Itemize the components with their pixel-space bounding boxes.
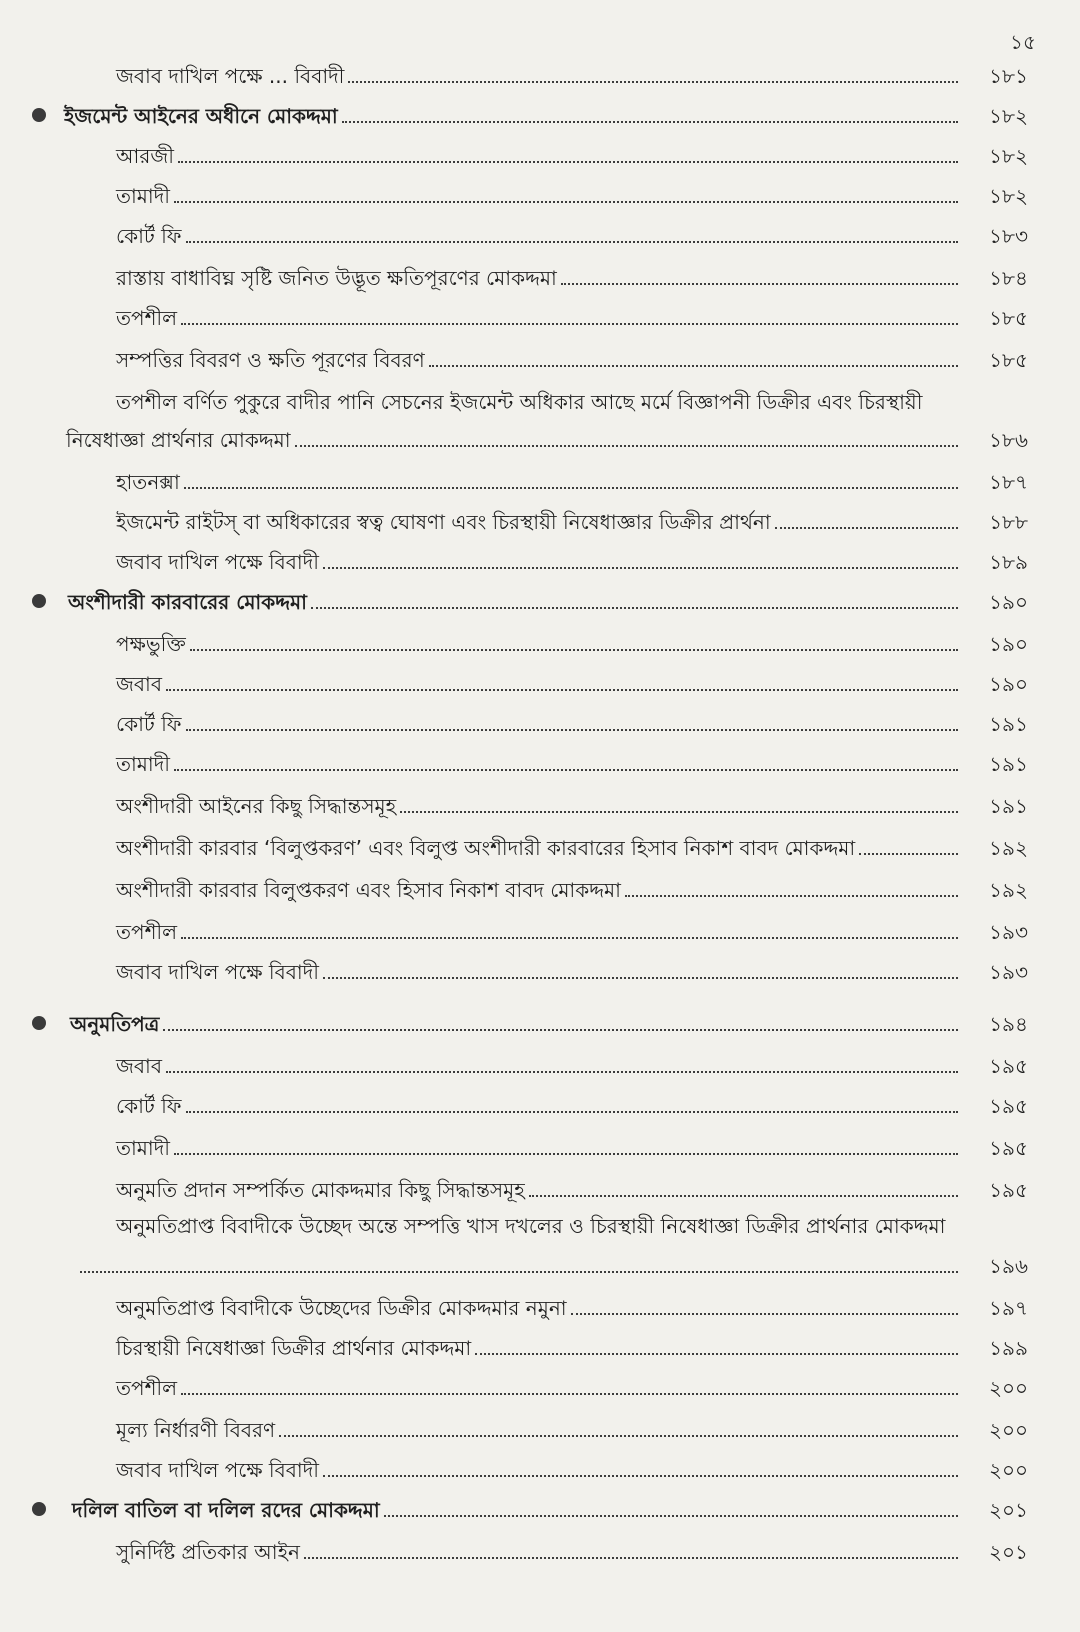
dot-leader: [174, 769, 958, 771]
toc-entry-page: ১৯১: [989, 794, 1028, 818]
toc-entry-page: ১৯৩: [989, 920, 1028, 944]
toc-entry-page: ১৮৪: [989, 266, 1028, 290]
dot-leader: [859, 853, 958, 855]
toc-entry-page: ১৮৫: [989, 348, 1028, 372]
toc-entry-page: ১৯৫: [989, 1054, 1028, 1078]
toc-entry-title: অংশীদারী কারবার বিলুপ্তকরণ এবং হিসাব নিকাশ বাবদ মোকদ্দমা: [116, 878, 621, 902]
toc-entry-page: ১৯০: [989, 672, 1028, 696]
toc-section: [0, 1008, 1080, 1036]
toc-entry: [0, 1414, 1080, 1442]
toc-entry-page: ১৮৮: [989, 510, 1028, 534]
dot-leader: [429, 365, 958, 367]
toc-entry-title: রাস্তায় বাধাবিঘ্ন সৃষ্টি জনিত উদ্ভূত ক্ষতিপূরণের মোকদ্দমা: [116, 266, 557, 290]
toc-section: [0, 586, 1080, 614]
dot-leader: [186, 1111, 959, 1113]
toc-entry-title: তামাদী: [116, 1136, 170, 1160]
dot-leader: [295, 445, 958, 447]
toc-entry-title: তপশীল: [116, 306, 178, 330]
toc-entry: [0, 832, 1080, 860]
toc-entry-title: সম্পত্তির বিবরণ ও ক্ষতি পূরণের বিবরণ: [116, 348, 425, 372]
dot-leader: [80, 1271, 958, 1273]
toc-entry-page: ১৮১: [989, 64, 1028, 88]
toc-entry-page: ১৯৯: [989, 1336, 1028, 1360]
toc-entry-page: ১৮২: [989, 104, 1028, 128]
bullet-icon: [32, 108, 46, 122]
toc-entry: [0, 424, 1080, 452]
toc-entry-page: ১৯৫: [989, 1136, 1028, 1160]
toc-entry: [0, 466, 1080, 494]
toc-entry-page: ১৮৯: [989, 550, 1028, 574]
dot-leader: [311, 607, 958, 609]
toc-entry-title: কোর্ট ফি: [116, 712, 182, 736]
toc-entry-title: কোর্ট ফি: [116, 224, 182, 248]
toc-entry-title: জবাব দাখিল পক্ষে বিবাদী: [116, 960, 319, 984]
toc-entry: [0, 628, 1080, 656]
dot-leader: [348, 81, 958, 83]
toc-entry-title: অনুমতি প্রদান সম্পর্কিত মোকদ্দমার কিছু সিদ্ধান্তসমূহ: [116, 1178, 525, 1202]
dot-leader: [323, 1475, 958, 1477]
toc-entry: [0, 220, 1080, 248]
dot-leader: [625, 895, 958, 897]
bullet-icon: [32, 1502, 46, 1516]
toc-entry-title: হাতনক্সা: [116, 470, 180, 494]
toc-entry-title: পক্ষভুক্তি: [116, 632, 186, 656]
toc-entry: [0, 1050, 1080, 1078]
dot-leader: [384, 1515, 958, 1517]
dot-leader: [166, 1071, 958, 1073]
toc-entry: [0, 1292, 1080, 1320]
dot-leader: [174, 1153, 958, 1155]
toc-entry: [0, 708, 1080, 736]
dot-leader: [775, 527, 958, 529]
toc-entry: [0, 1536, 1080, 1564]
page-number: ১৫: [1010, 30, 1036, 54]
toc-entry: [0, 262, 1080, 290]
toc-entry: [0, 1372, 1080, 1400]
toc-entry-page: ১৯০: [989, 590, 1028, 614]
toc-entry: [0, 1332, 1080, 1360]
toc-entry-page: ১৮২: [989, 144, 1028, 168]
toc-section: [0, 1494, 1080, 1522]
toc-entry-title: ইজমেন্ট রাইটস্ বা অধিকারের স্বত্ব ঘোষণা এবং চিরস্থায়ী নিষেধাজ্ঞার ডিক্রীর প্রার্থনা: [116, 510, 771, 534]
dot-leader: [323, 567, 958, 569]
toc-section-title: অনুমতিপত্র: [70, 1012, 160, 1036]
toc-entry-title: জবাব দাখিল পক্ষে ... বিবাদী: [116, 64, 345, 88]
toc-section-title: দলিল বাতিল বা দলিল রদের মোকদ্দমা: [72, 1498, 380, 1522]
toc-entry-page: ১৯২: [989, 836, 1028, 860]
toc-entry-title: অনুমতিপ্রাপ্ত বিবাদীকে উচ্ছেদের ডিক্রীর মোকদ্দমার নমুনা: [116, 1296, 567, 1320]
toc-entry-page: ১৮৫: [989, 306, 1028, 330]
toc-entry-title: আরজী: [116, 144, 174, 168]
toc-entry: [0, 344, 1080, 372]
toc-entry-title: সুনির্দিষ্ট প্রতিকার আইন: [116, 1540, 300, 1564]
dot-leader: [475, 1353, 958, 1355]
toc-entry-title: কোর্ট ফি: [116, 1094, 182, 1118]
toc-entry-page: ১৮৭: [989, 470, 1028, 494]
toc-entry: [0, 302, 1080, 330]
toc-entry-title: তামাদী: [116, 184, 170, 208]
toc-entry-title-line2: নিষেধাজ্ঞা প্রার্থনার মোকদ্দমা: [66, 428, 291, 452]
dot-leader: [529, 1195, 958, 1197]
dot-leader: [279, 1435, 958, 1437]
toc-entry-page: ১৯৬: [989, 1254, 1028, 1278]
dot-leader: [400, 811, 958, 813]
toc-entry-title: চিরস্থায়ী নিষেধাজ্ঞা ডিক্রীর প্রার্থনার মোকদ্দমা: [116, 1336, 472, 1360]
toc-entry-title-line1: অনুমতিপ্রাপ্ত বিবাদীকে উচ্ছেদ অন্তে সম্পত্তি খাস দখলের ও চিরস্থায়ী নিষেধাজ্ঞা ডিক্রীর প্রার্থনার মোকদ্দমা: [116, 1214, 946, 1238]
toc-entry: [0, 60, 1080, 88]
toc-entry: [0, 668, 1080, 696]
toc-entry: [0, 916, 1080, 944]
toc-section-title: অংশীদারী কারবারের মোকদ্দমা: [68, 590, 307, 614]
toc-entry: [0, 1132, 1080, 1160]
dot-leader: [181, 323, 958, 325]
toc-entry-title: অংশীদারী কারবার ‘বিলুপ্তকরণ’ এবং বিলুপ্ত অংশীদারী কারবারের হিসাব নিকাশ বাবদ মোকদ্দমা: [116, 836, 856, 860]
toc-entry-title: তপশীল: [116, 920, 178, 944]
bullet-icon: [32, 594, 46, 608]
toc-entry: [0, 790, 1080, 818]
dot-leader: [186, 241, 959, 243]
dot-leader: [181, 1393, 958, 1395]
toc-entry-page: ১৯২: [989, 878, 1028, 902]
dot-leader: [174, 201, 958, 203]
toc-entry-page: ১৯৭: [989, 1296, 1028, 1320]
toc-entry-title: জবাব দাখিল পক্ষে বিবাদী: [116, 550, 319, 574]
toc-entry-title: মূল্য নির্ধারণী বিবরণ: [116, 1418, 276, 1442]
dot-leader: [561, 283, 958, 285]
toc-entry-page: ১৯১: [989, 712, 1028, 736]
dot-leader: [184, 487, 958, 489]
dot-leader: [178, 161, 958, 163]
toc-entry: [0, 546, 1080, 574]
toc-entry-page: ১৮৬: [989, 428, 1028, 452]
dot-leader: [323, 977, 958, 979]
dot-leader: [190, 649, 958, 651]
toc-entry-page: ২০০: [988, 1418, 1028, 1442]
dot-leader: [163, 1029, 958, 1031]
toc-entry-title: তপশীল: [116, 1376, 178, 1400]
toc-entry-page: ২০০: [988, 1376, 1028, 1400]
toc-entry: [0, 180, 1080, 208]
toc-section: [0, 100, 1080, 128]
toc-entry: [0, 140, 1080, 168]
toc-entry-page: ১৯৫: [989, 1178, 1028, 1202]
toc-entry-page: ১৯৩: [989, 960, 1028, 984]
toc-entry-title: তামাদী: [116, 752, 170, 776]
dot-leader: [186, 729, 959, 731]
toc-entry: [0, 1090, 1080, 1118]
toc-entry-title-line1: তপশীল বর্ণিত পুকুরে বাদীর পানি সেচনের ইজমেন্ট অধিকার আছে মর্মে বিজ্ঞাপনী ডিক্রীর এবং চিরস্থায়ী: [116, 390, 923, 414]
toc-entry: [0, 748, 1080, 776]
toc-entry-page: ১৯৪: [989, 1012, 1028, 1036]
dot-leader: [304, 1557, 958, 1559]
dot-leader: [166, 689, 958, 691]
toc-entry: [0, 1454, 1080, 1482]
toc-entry-page: ১৮৩: [989, 224, 1028, 248]
toc-entry-title: অংশীদারী আইনের কিছু সিদ্ধান্তসমূহ: [116, 794, 397, 818]
toc-entry: [0, 874, 1080, 902]
toc-entry-page: ২০০: [988, 1458, 1028, 1482]
dot-leader: [181, 937, 958, 939]
toc-entry-page: ১৯০: [989, 632, 1028, 656]
dot-leader: [342, 121, 958, 123]
toc-entry-page: ১৯৫: [989, 1094, 1028, 1118]
toc-entry-page: ২০১: [989, 1540, 1028, 1564]
toc-entry: [0, 956, 1080, 984]
toc-entry-page: ১৮২: [989, 184, 1028, 208]
toc-entry-page: ১৯১: [989, 752, 1028, 776]
toc-entry-page: ২০১: [989, 1498, 1028, 1522]
toc-entry: [0, 1174, 1080, 1202]
bullet-icon: [32, 1016, 46, 1030]
toc-entry-title: জবাব: [116, 672, 162, 696]
dot-leader: [571, 1313, 958, 1315]
toc-section-title: ইজমেন্ট আইনের অধীনে মোকদ্দমা: [64, 104, 338, 128]
toc-entry: [0, 506, 1080, 534]
toc-entry-title: জবাব দাখিল পক্ষে বিবাদী: [116, 1458, 319, 1482]
toc-entry: [0, 1250, 1080, 1278]
toc-entry-title: জবাব: [116, 1054, 162, 1078]
